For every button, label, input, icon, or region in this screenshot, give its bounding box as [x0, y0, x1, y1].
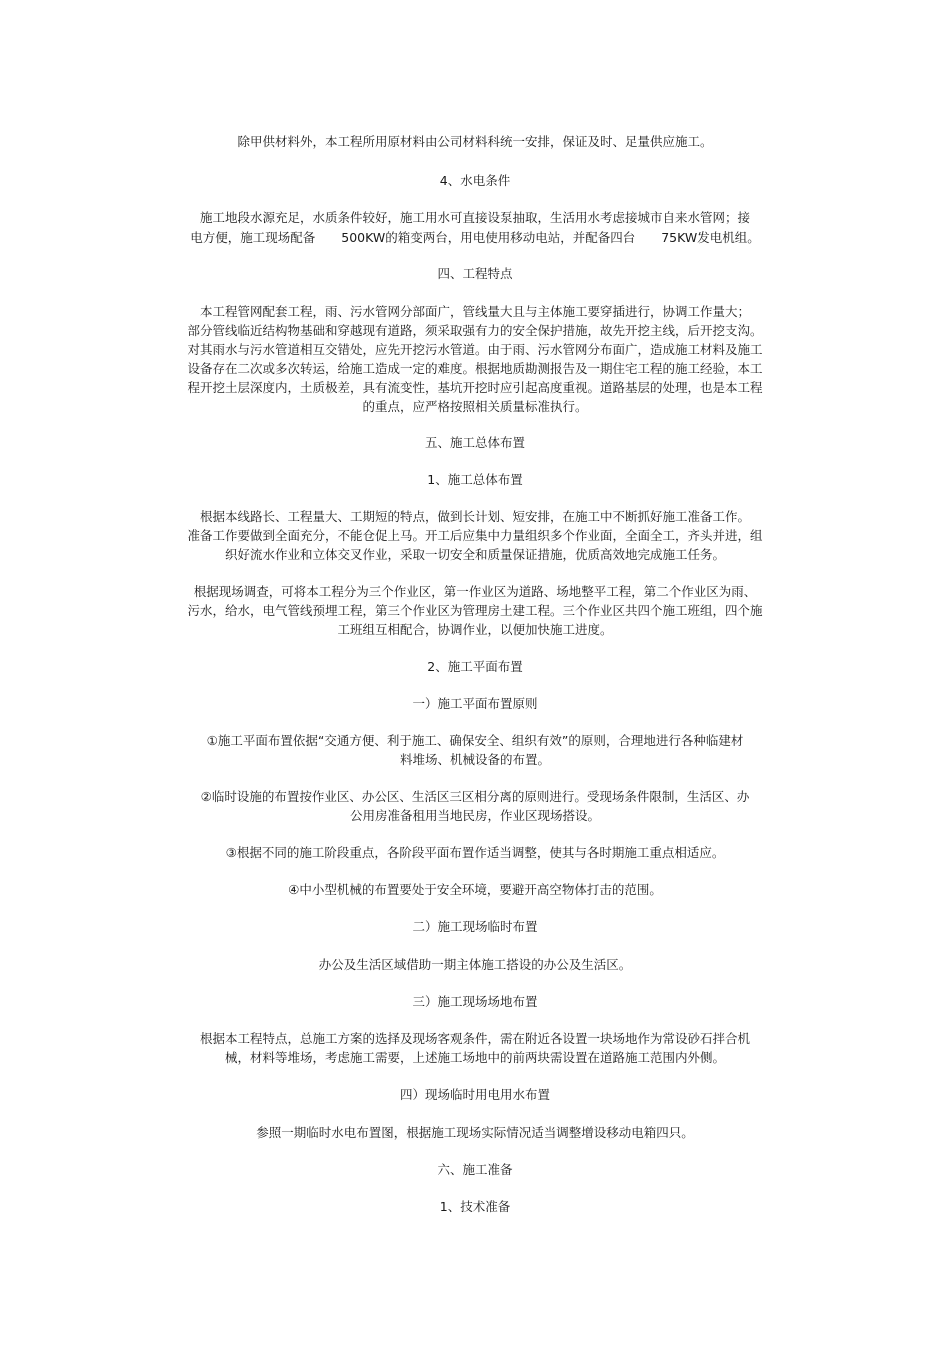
subheading-site-plan: 2、施工平面布置 [427, 659, 523, 674]
paragraph-features-line5: 程开挖土层深度内，土质极差，具有流变性，基坑开挖时应引起高度重视。道路基层的处理，也是本工程 [187, 380, 763, 395]
paragraph-site-area-line2: 械，材料等堆场，考虑施工需要，上述施工场地中的前两块需设置在道路施工范围内外侧。 [224, 1050, 725, 1065]
paragraph-water-power-line1: 施工地段水源充足，水质条件较好，施工用水可直接设泵抽取，生活用水考虑接城市自来水管网；接 [199, 210, 750, 225]
paragraph-zones-line2: 污水，给水，电气管线预埋工程，第三个作业区为管理房土建工程。三个作业区共四个施工班组，四个施 [187, 603, 763, 618]
paragraph-layout-line3: 织好流水作业和立体交叉作业，采取一切安全和质量保证措施，优质高效地完成施工任务。 [224, 547, 725, 562]
paragraph-features-line3: 对其雨水与污水管道相互交错处，应先开挖污水管道。由于雨、污水管网分布面广，造成施工材料及施工 [187, 342, 763, 357]
paragraph-layout-line2: 准备工作要做到全面充分，不能仓促上马。开工后应集中力量组织多个作业面，全面全工，齐头并进，组 [187, 528, 763, 543]
subheading-technical-preparation: 1、技术准备 [439, 1199, 511, 1214]
subheading-plan-principles: 一）施工平面布置原则 [412, 696, 538, 711]
item-principle-2-line2: 公用房准备租用当地民房，作业区现场搭设。 [349, 808, 600, 823]
paragraph-features-line1: 本工程管网配套工程，雨、污水管网分部面广，管线量大且与主体施工要穿插进行，协调工作量大； [199, 304, 750, 319]
item-principle-3: ③根据不同的施工阶段重点，各阶段平面布置作适当调整，使其与各时期施工重点相适应。 [225, 845, 725, 860]
heading-water-power: 4、水电条件 [439, 173, 511, 188]
heading-preparation: 六、施工准备 [437, 1162, 513, 1177]
paragraph-features-line2: 部分管线临近结构物基础和穿越现有道路，须采取强有力的安全保护措施，故先开挖主线，后开挖支沟。 [187, 323, 763, 338]
paragraph-water-power-line2 [120, 228, 830, 248]
subheading-site-area: 三）施工现场场地布置 [412, 994, 538, 1009]
paragraph-features-line6: 的重点，应严格按照相关质量标准执行。 [362, 399, 588, 414]
paragraph-zones-line3: 工班组互相配合，协调作业，以便加快施工进度。 [337, 622, 613, 637]
item-principle-1-line1: ①施工平面布置依据“交通方便、利于施工、确保安全、组织有效”的原则，合理地进行各种临建材 [206, 733, 744, 748]
subheading-temp-utilities: 四）现场临时用电用水布置 [399, 1087, 550, 1102]
text-segment: 电方便，施工现场配备 [190, 230, 316, 245]
text-segment: 500KW的箱变两台，用电使用移动电站，并配备四台 [341, 230, 636, 245]
heading-project-features: 四、工程特点 [437, 266, 513, 281]
paragraph-materials: 除甲供材料外，本工程所用原材料由公司材料科统一安排，保证及时、足量供应施工。 [237, 134, 713, 149]
heading-overall-layout: 五、施工总体布置 [424, 435, 525, 450]
paragraph-zones-line1: 根据现场调查，可将本工程分为三个作业区，第一作业区为道路、场地整平工程，第二个作业区为雨、 [193, 584, 757, 599]
paragraph-temp-utilities: 参照一期临时水电布置图，根据施工现场实际情况适当调整增设移动电箱四只。 [256, 1125, 694, 1140]
paragraph-features-line4: 设备存在二次或多次转运，给施工造成一定的难度。根据地质勘测报告及一期住宅工程的施工经验，本工 [187, 361, 763, 376]
subheading-overall-layout: 1、施工总体布置 [427, 472, 523, 487]
paragraph-site-area-line1: 根据本工程特点，总施工方案的选择及现场客观条件，需在附近各设置一块场地作为常设砂石拌合机 [199, 1031, 750, 1046]
text-segment: 75KW发电机组。 [661, 230, 760, 245]
paragraph-office-area: 办公及生活区域借助一期主体施工搭设的办公及生活区。 [318, 957, 632, 972]
item-principle-1-line2: 料堆场、机械设备的布置。 [399, 752, 550, 767]
subheading-temporary-layout: 二）施工现场临时布置 [412, 919, 538, 934]
item-principle-4: ④中小型机械的布置要处于安全环境，要避开高空物体打击的范围。 [288, 882, 662, 897]
item-principle-2-line1: ②临时设施的布置按作业区、办公区、生活区三区相分离的原则进行。受现场条件限制，生活区、办 [200, 789, 750, 804]
paragraph-layout-line1: 根据本线路长、工程量大、工期短的特点，做到长计划、短安排，在施工中不断抓好施工准备工作。 [199, 509, 750, 524]
